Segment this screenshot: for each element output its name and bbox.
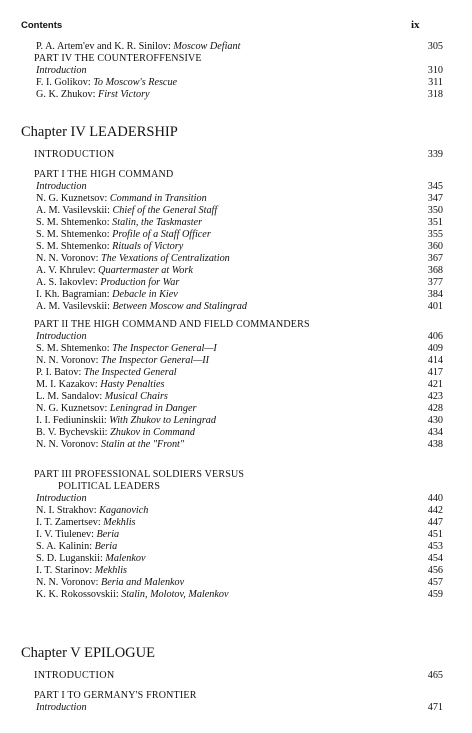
entry-title: Beria xyxy=(94,541,118,552)
page-number: 355 xyxy=(427,229,443,240)
entry-title: With Zhukov to Leningrad xyxy=(109,415,216,426)
page-number: 456 xyxy=(427,565,443,576)
running-head-page-number: ix xyxy=(411,19,420,31)
entry-title: Stalin at the "Front" xyxy=(101,439,185,450)
entry-author: N. I. Strakhov: xyxy=(36,505,100,516)
part-heading-text: PART I TO GERMANY'S FRONTIER xyxy=(34,690,197,701)
introduction-label: Introduction xyxy=(36,181,87,192)
page-number: 430 xyxy=(427,415,443,426)
page-number: 347 xyxy=(427,193,443,204)
entry-title: The Vexations of Centralization xyxy=(101,253,230,264)
introduction-label: Introduction xyxy=(36,702,87,713)
page-number: 459 xyxy=(427,589,443,600)
entry-author: A. S. Iakovlev: xyxy=(36,277,101,288)
page-number: 350 xyxy=(427,205,443,216)
page-number: 305 xyxy=(427,41,443,52)
introduction-label: Introduction xyxy=(36,331,87,342)
entry-author: N. N. Voronov: xyxy=(36,577,101,588)
entry-title: Stalin, Molotov, Malenkov xyxy=(121,589,229,600)
entry-title: Mekhlis xyxy=(103,517,136,528)
page-number: 310 xyxy=(427,65,443,76)
entry-title: Stalin, the Taskmaster xyxy=(112,217,203,228)
entry-author: I. I. Fediuninskii: xyxy=(36,415,110,426)
page-number: 465 xyxy=(427,670,443,681)
entry-author: A. V. Khrulev: xyxy=(36,265,99,276)
page-number: 454 xyxy=(427,553,443,564)
page-number: 417 xyxy=(427,367,443,378)
entry-title: Command in Transition xyxy=(109,193,207,204)
entry-title: The Inspector General—II xyxy=(101,355,210,366)
page-number: 351 xyxy=(427,217,443,228)
page-number: 440 xyxy=(427,493,443,504)
page-number: 447 xyxy=(427,517,443,528)
entry-author: N. N. Voronov: xyxy=(36,253,101,264)
entry-title: Profile of a Staff Officer xyxy=(112,229,211,240)
page-number: 384 xyxy=(427,289,443,300)
page-number: 345 xyxy=(427,181,443,192)
part-heading-text: PART I THE HIGH COMMAND xyxy=(34,169,174,180)
entry-title: Debacle in Kiev xyxy=(112,289,178,300)
entry-title: Production for War xyxy=(100,277,180,288)
page-number: 401 xyxy=(427,301,443,312)
entry-title: The Inspected General xyxy=(83,367,177,378)
entry-title: Musical Chairs xyxy=(104,391,168,402)
entry-author: N. N. Voronov: xyxy=(36,439,101,450)
entry-author: S. M. Shtemenko: xyxy=(36,217,113,228)
entry-author: G. K. Zhukov: xyxy=(36,89,98,100)
entry-author: A. M. Vasilevskii: xyxy=(36,205,113,216)
entry-author: S. D. Luganskii: xyxy=(36,553,106,564)
introduction-label: Introduction xyxy=(36,65,87,76)
entry-title: First Victory xyxy=(97,89,150,100)
page-number: 360 xyxy=(427,241,443,252)
page-number: 423 xyxy=(427,391,443,402)
page-number: 377 xyxy=(427,277,443,288)
entry-author: M. I. Kazakov: xyxy=(36,379,101,390)
entry-title: Moscow Defiant xyxy=(173,41,241,52)
entry-title: Rituals of Victory xyxy=(112,241,184,252)
entry-author: S. A. Kalinin: xyxy=(36,541,95,552)
entry-title: Beria and Malenkov xyxy=(101,577,185,588)
entry-title: Leningrad in Danger xyxy=(109,403,197,414)
page-number: 428 xyxy=(427,403,443,414)
page-number: 471 xyxy=(427,702,443,713)
introduction-label: INTRODUCTION xyxy=(34,149,115,160)
page-number: 453 xyxy=(427,541,443,552)
page-number: 434 xyxy=(427,427,443,438)
page-number: 414 xyxy=(427,355,443,366)
entry-title: Malenkov xyxy=(105,553,146,564)
entry-author: I. T. Zamertsev: xyxy=(36,517,104,528)
entry-title: Kaganovich xyxy=(99,505,149,516)
page-number: 442 xyxy=(427,505,443,516)
entry-author: L. M. Sandalov: xyxy=(36,391,105,402)
entry-author: B. V. Bychevskii: xyxy=(36,427,111,438)
page-number: 406 xyxy=(427,331,443,342)
entry-title: Quartermaster at Work xyxy=(98,265,193,276)
part-heading-text: PART III PROFESSIONAL SOLDIERS VERSUS xyxy=(34,469,245,480)
page-number: 421 xyxy=(427,379,443,390)
page-number: 457 xyxy=(427,577,443,588)
entry-author: S. M. Shtemenko: xyxy=(36,241,113,252)
page-number: 368 xyxy=(427,265,443,276)
entry-title: Chief of the General Staff xyxy=(112,205,218,216)
introduction-label: INTRODUCTION xyxy=(34,670,115,681)
entry-author: K. K. Rokossovskii: xyxy=(36,589,122,600)
entry-author: A. M. Vasilevskii: xyxy=(36,301,113,312)
entry-title: Mekhlis xyxy=(94,565,128,576)
introduction-label: Introduction xyxy=(36,493,87,504)
part-heading-text: PART IV THE COUNTEROFFENSIVE xyxy=(34,53,202,64)
page-number: 339 xyxy=(427,149,443,160)
entry-author: F. I. Golikov: xyxy=(36,77,94,88)
entry-author: I. T. Starinov: xyxy=(36,565,95,576)
page-number: 367 xyxy=(427,253,443,264)
page-number: 451 xyxy=(427,529,443,540)
part-heading-text: POLITICAL LEADERS xyxy=(58,481,161,492)
entry-author: P. I. Batov: xyxy=(36,367,84,378)
entry-title: Beria xyxy=(96,529,120,540)
running-head-title: Contents xyxy=(21,20,63,31)
entry-author: S. M. Shtemenko: xyxy=(36,229,113,240)
entry-title: To Moscow's Rescue xyxy=(93,77,178,88)
entry-author: N. G. Kuznetsov: xyxy=(36,403,110,414)
chapter-heading: Chapter V EPILOGUE xyxy=(21,645,155,661)
entry-title: Zhukov in Command xyxy=(110,427,195,438)
page-number: 318 xyxy=(427,89,443,100)
entry-author: P. A. Artem'ev and K. R. Sinilov: xyxy=(36,41,174,52)
page-number: 438 xyxy=(427,439,443,450)
entry-author: S. M. Shtemenko: xyxy=(36,343,113,354)
entry-author: N. N. Voronov: xyxy=(36,355,101,366)
entry-title: Hasty Penalties xyxy=(100,379,165,390)
entry-author: N. G. Kuznetsov: xyxy=(36,193,110,204)
entry-author: I. V. Tiulenev: xyxy=(36,529,97,540)
part-heading-text: PART II THE HIGH COMMAND AND FIELD COMMANDERS xyxy=(34,319,310,330)
entry-title: Between Moscow and Stalingrad xyxy=(112,301,247,312)
page-number: 311 xyxy=(428,77,443,88)
entry-title: The Inspector General—I xyxy=(112,343,217,354)
entry-author: I. Kh. Bagramian: xyxy=(36,289,113,300)
chapter-heading: Chapter IV LEADERSHIP xyxy=(21,124,178,140)
page-number: 409 xyxy=(427,343,443,354)
